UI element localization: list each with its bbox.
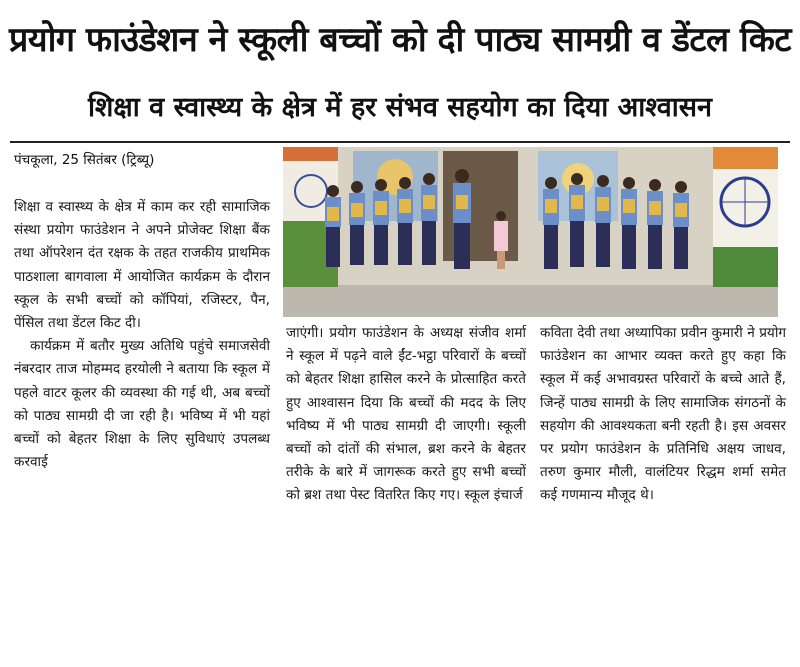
article-paragraph-3: जाएंगी। प्रयोग फाउंडेशन के अध्यक्ष संजीव शर्मा ने स्कूल में पढ़ने वाले ईंट-भट्ठा परिवारों के बच्चों को बेहतर शिक्षा हासिल करने के प्रोत्साहित करते हुए आश्वासन दिया कि बच्चों की मदद के लिए भविष्य में भी पाठ्य सामग्री दी जाएगी। स्कूली बच्चों को दांतों की संभाल, ब्रश करने के बेहतर तरीके के बारे में जागरूक करते हुए सभी बच्चों को ब्रश तथा पेस्ट वितरित किए गए। स्कूल इंचार्ज xyxy=(286,325,526,504)
news-photo xyxy=(283,147,778,317)
article-column-3 xyxy=(540,322,786,508)
article-paragraph-4: कविता देवी तथा अध्यापिका प्रवीन कुमारी ने प्रयोग फाउंडेशन का आभार व्यक्त करते हुए कहा कि स्कूल में कई अभावग्रस्त परिवारों के बच्चे आते हैं, जिन्हें पाठ्य सामग्री के लिए सामाजिक संगठनों के सहयोग की आवश्यकता बनी रहती है। इस अवसर पर प्रयोग फाउंडेशन के प्रतिनिधि अक्षय जाधव, तरुण कुमार मौली, वालंटियर रिद्धम शर्मा समेत कई गणमान्य मौजूद थे। xyxy=(540,325,786,504)
photo-floor xyxy=(283,285,778,317)
photo-illustration xyxy=(283,147,778,317)
article-column-1 xyxy=(14,196,270,474)
article-column-2 xyxy=(286,322,526,508)
headline: प्रयोग फाउंडेशन ने स्कूली बच्चों को दी पाठ्य सामग्री व डेंटल किट xyxy=(9,20,791,60)
headline-rule xyxy=(10,141,790,143)
dateline: पंचकूला, 25 सितंबर (ट्रिब्यू) xyxy=(14,152,155,168)
article-paragraph-1: शिक्षा व स्वास्थ्य के क्षेत्र में काम कर रही सामाजिक संस्था प्रयोग फाउंडेशन ने अपने प्रोजेक्ट शिक्षा बैंक तथा ऑपरेशन दंत रक्षक के तहत राजकीय प्राथमिक पाठशाला बागवाला में आयोजित कार्यक्रम के दौरान स्कूल के सभी बच्चों को कॉपियां, रजिस्टर, पैन, पेंसिल तथा डेंटल किट दी। xyxy=(14,199,270,332)
subheadline: शिक्षा व स्वास्थ्य के क्षेत्र में हर संभव सहयोग का दिया आश्वासन xyxy=(88,92,712,123)
article-paragraph-2: कार्यक्रम में बतौर मुख्य अतिथि पहुंचे समाजसेवी नंबरदार ताज मोहम्मद हरयोली ने बताया कि स्कूल में पहले वाटर कूलर की व्यवस्था की गई थी, अब बच्चों को पाठ्य सामग्री दी जा रही है। भविष्य में भी यहां बच्चों को बेहतर शिक्षा के लिए सुविधाएं उपलब्ध करवाई xyxy=(14,338,270,471)
